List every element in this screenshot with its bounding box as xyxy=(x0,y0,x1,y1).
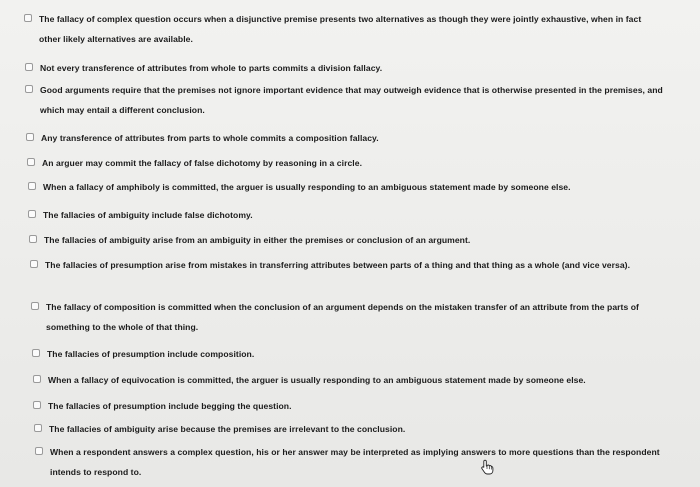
option-13[interactable] xyxy=(33,396,673,416)
option-checkbox[interactable] xyxy=(24,14,32,22)
option-text: Not every transference of attributes from whole to parts commits a division fallacy. xyxy=(40,63,383,73)
option-checkbox[interactable] xyxy=(34,424,42,432)
option-checkbox[interactable] xyxy=(33,401,41,409)
option-text: The fallacies of ambiguity arise from an ambiguity in either the premises or conclusion of an argument. xyxy=(44,235,471,245)
option-text: The fallacies of presumption include composition. xyxy=(47,349,255,359)
option-text: The fallacy of composition is committed when the conclusion of an argument depends on the mistaken transfer of an attribute from the parts of something to the whole of that thing. xyxy=(46,302,639,332)
option-10[interactable] xyxy=(31,297,673,337)
option-text: Any transference of attributes from parts to whole commits a composition fallacy. xyxy=(41,133,379,143)
option-checkbox[interactable] xyxy=(29,235,37,243)
option-checkbox[interactable] xyxy=(31,302,39,310)
option-text: The fallacies of presumption include begging the question. xyxy=(48,401,292,411)
option-checkbox[interactable] xyxy=(25,85,33,93)
option-5[interactable] xyxy=(27,153,667,173)
option-checkbox[interactable] xyxy=(35,447,43,455)
option-7[interactable] xyxy=(28,205,668,225)
option-12[interactable] xyxy=(33,370,673,390)
option-4[interactable] xyxy=(26,128,666,148)
option-3[interactable] xyxy=(25,80,673,120)
option-15[interactable] xyxy=(35,442,675,482)
hand-pointer-cursor-icon xyxy=(480,459,494,475)
option-checkbox[interactable] xyxy=(32,349,40,357)
option-text: When a fallacy of amphiboly is committed, the arguer is usually responding to an ambiguous statement made by someone else. xyxy=(43,182,571,192)
option-checkbox[interactable] xyxy=(33,375,41,383)
option-8[interactable] xyxy=(29,230,669,250)
option-2[interactable] xyxy=(25,58,665,78)
option-6[interactable] xyxy=(28,177,668,197)
option-text: When a fallacy of equivocation is committed, the arguer is usually responding to an ambiguous statement made by someone else. xyxy=(48,375,586,385)
option-1[interactable] xyxy=(24,9,664,49)
option-checkbox[interactable] xyxy=(25,63,33,71)
option-text: An arguer may commit the fallacy of false dichotomy by reasoning in a circle. xyxy=(42,158,363,168)
option-text: When a respondent answers a complex question, his or her answer may be interpreted as implying answers to more questions than the respondent intends to respond to. xyxy=(50,447,660,477)
option-14[interactable] xyxy=(34,419,674,439)
option-11[interactable] xyxy=(32,344,672,364)
option-text: The fallacies of ambiguity arise because the premises are irrelevant to the conclusion. xyxy=(49,424,406,434)
option-text: The fallacies of ambiguity include false dichotomy. xyxy=(43,210,253,220)
option-checkbox[interactable] xyxy=(28,210,36,218)
option-checkbox[interactable] xyxy=(30,260,38,268)
option-9[interactable] xyxy=(30,255,672,275)
option-checkbox[interactable] xyxy=(27,158,35,166)
option-text: The fallacy of complex question occurs when a disjunctive premise presents two alternatives as though they were jointly exhaustive, when in fact other likely alternatives are available. xyxy=(39,14,642,44)
option-checkbox[interactable] xyxy=(26,133,34,141)
option-text: The fallacies of presumption arise from mistakes in transferring attributes between parts of a thing and that thing as a whole (and vice versa). xyxy=(45,260,631,270)
option-text: Good arguments require that the premises not ignore important evidence that may outweigh evidence that is otherwise presented in the premises, and which may entail a different conclusion. xyxy=(40,85,663,115)
option-checkbox[interactable] xyxy=(28,182,36,190)
